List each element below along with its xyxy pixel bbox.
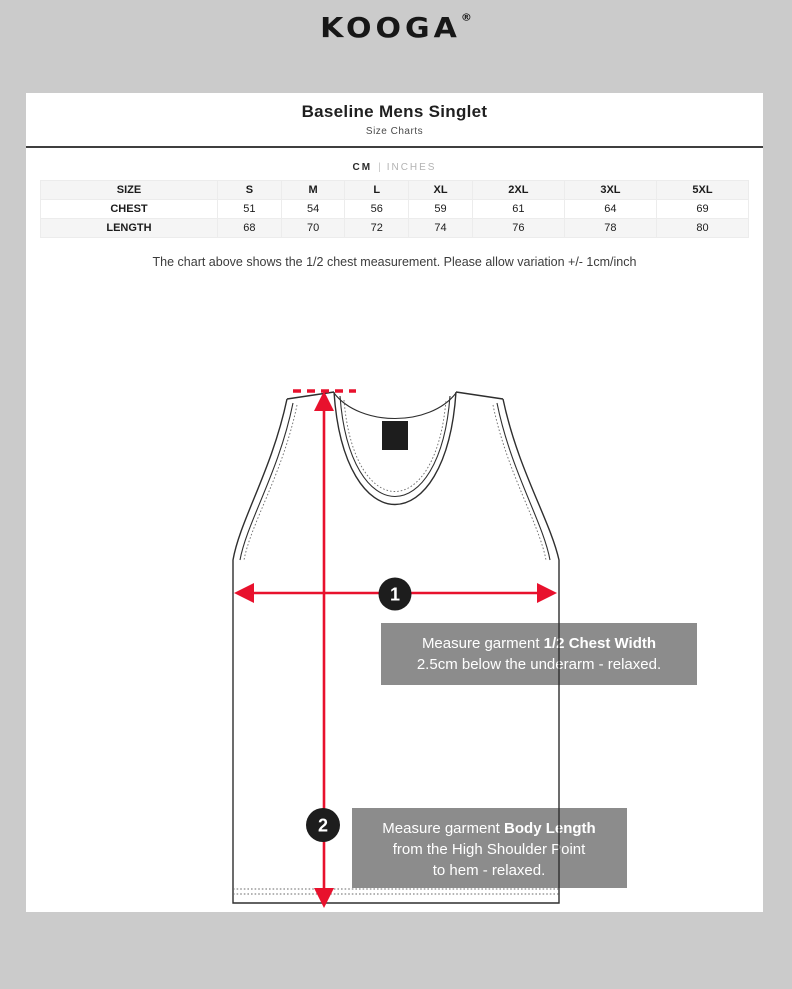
chest-value-m: 54 xyxy=(281,200,345,219)
measurement-diagram xyxy=(26,287,763,912)
table-row-length xyxy=(41,219,749,238)
unit-toggle-cm[interactable]: CM xyxy=(352,162,373,173)
length-value-5xl: 80 xyxy=(656,219,748,238)
size-table-header-row xyxy=(41,181,749,200)
length-value-2xl: 76 xyxy=(472,219,564,238)
callout-1 xyxy=(381,623,697,685)
length-value-m: 70 xyxy=(281,219,345,238)
unit-toggle-divider: | xyxy=(378,162,381,173)
chest-value-3xl: 64 xyxy=(564,200,656,219)
col-header-m: M xyxy=(281,181,345,200)
badge-1-number: 1 xyxy=(389,584,401,605)
callout-2 xyxy=(352,808,627,888)
badge-1 xyxy=(379,578,412,611)
col-header-xl: XL xyxy=(409,181,473,200)
unit-toggle xyxy=(26,162,763,173)
callout-2-line3: to hem - relaxed. xyxy=(432,862,546,879)
chest-value-l: 56 xyxy=(345,200,409,219)
callout-1-line2: 2.5cm below the underarm - relaxed. xyxy=(416,656,662,673)
length-value-s: 68 xyxy=(218,219,282,238)
callout-1-box xyxy=(381,623,697,685)
callout-1-line1: Measure garment 1/2 Chest Width xyxy=(421,635,657,652)
length-value-xl: 74 xyxy=(409,219,473,238)
size-chart-card xyxy=(26,93,763,912)
badge-2 xyxy=(306,808,340,842)
size-table xyxy=(40,180,749,238)
brand-logo-text: KOOGA® xyxy=(320,11,472,45)
unit-toggle-inches[interactable]: INCHES xyxy=(386,162,437,173)
chest-value-s: 51 xyxy=(218,200,282,219)
col-header-l: L xyxy=(345,181,409,200)
col-header-size: SIZE xyxy=(41,181,218,200)
table-row-chest xyxy=(41,200,749,219)
chest-value-5xl: 69 xyxy=(656,200,748,219)
brand-logo xyxy=(0,10,792,46)
page-subtitle: Size Charts xyxy=(365,126,424,137)
callout-2-line1: Measure garment Body Length xyxy=(382,820,596,837)
neck-tag xyxy=(382,421,408,450)
measurement-note: The chart above shows the 1/2 chest measurement. Please allow variation +/- 1cm/inch xyxy=(152,255,637,269)
length-value-3xl: 78 xyxy=(564,219,656,238)
callout-2-line2: from the High Shoulder Point xyxy=(392,841,586,858)
header-divider xyxy=(26,146,763,148)
registered-mark: ® xyxy=(460,11,472,24)
col-header-s: S xyxy=(218,181,282,200)
length-value-l: 72 xyxy=(345,219,409,238)
row-label-chest: CHEST xyxy=(41,200,218,219)
col-header-3xl: 3XL xyxy=(564,181,656,200)
row-label-length: LENGTH xyxy=(41,219,218,238)
col-header-5xl: 5XL xyxy=(656,181,748,200)
col-header-2xl: 2XL xyxy=(472,181,564,200)
back-neckline xyxy=(334,393,456,419)
singlet-diagram-svg xyxy=(26,287,763,912)
badge-2-number: 2 xyxy=(317,815,329,836)
card-header xyxy=(26,93,763,148)
chest-value-xl: 59 xyxy=(409,200,473,219)
page-title: Baseline Mens Singlet xyxy=(301,102,488,121)
chest-value-2xl: 61 xyxy=(472,200,564,219)
